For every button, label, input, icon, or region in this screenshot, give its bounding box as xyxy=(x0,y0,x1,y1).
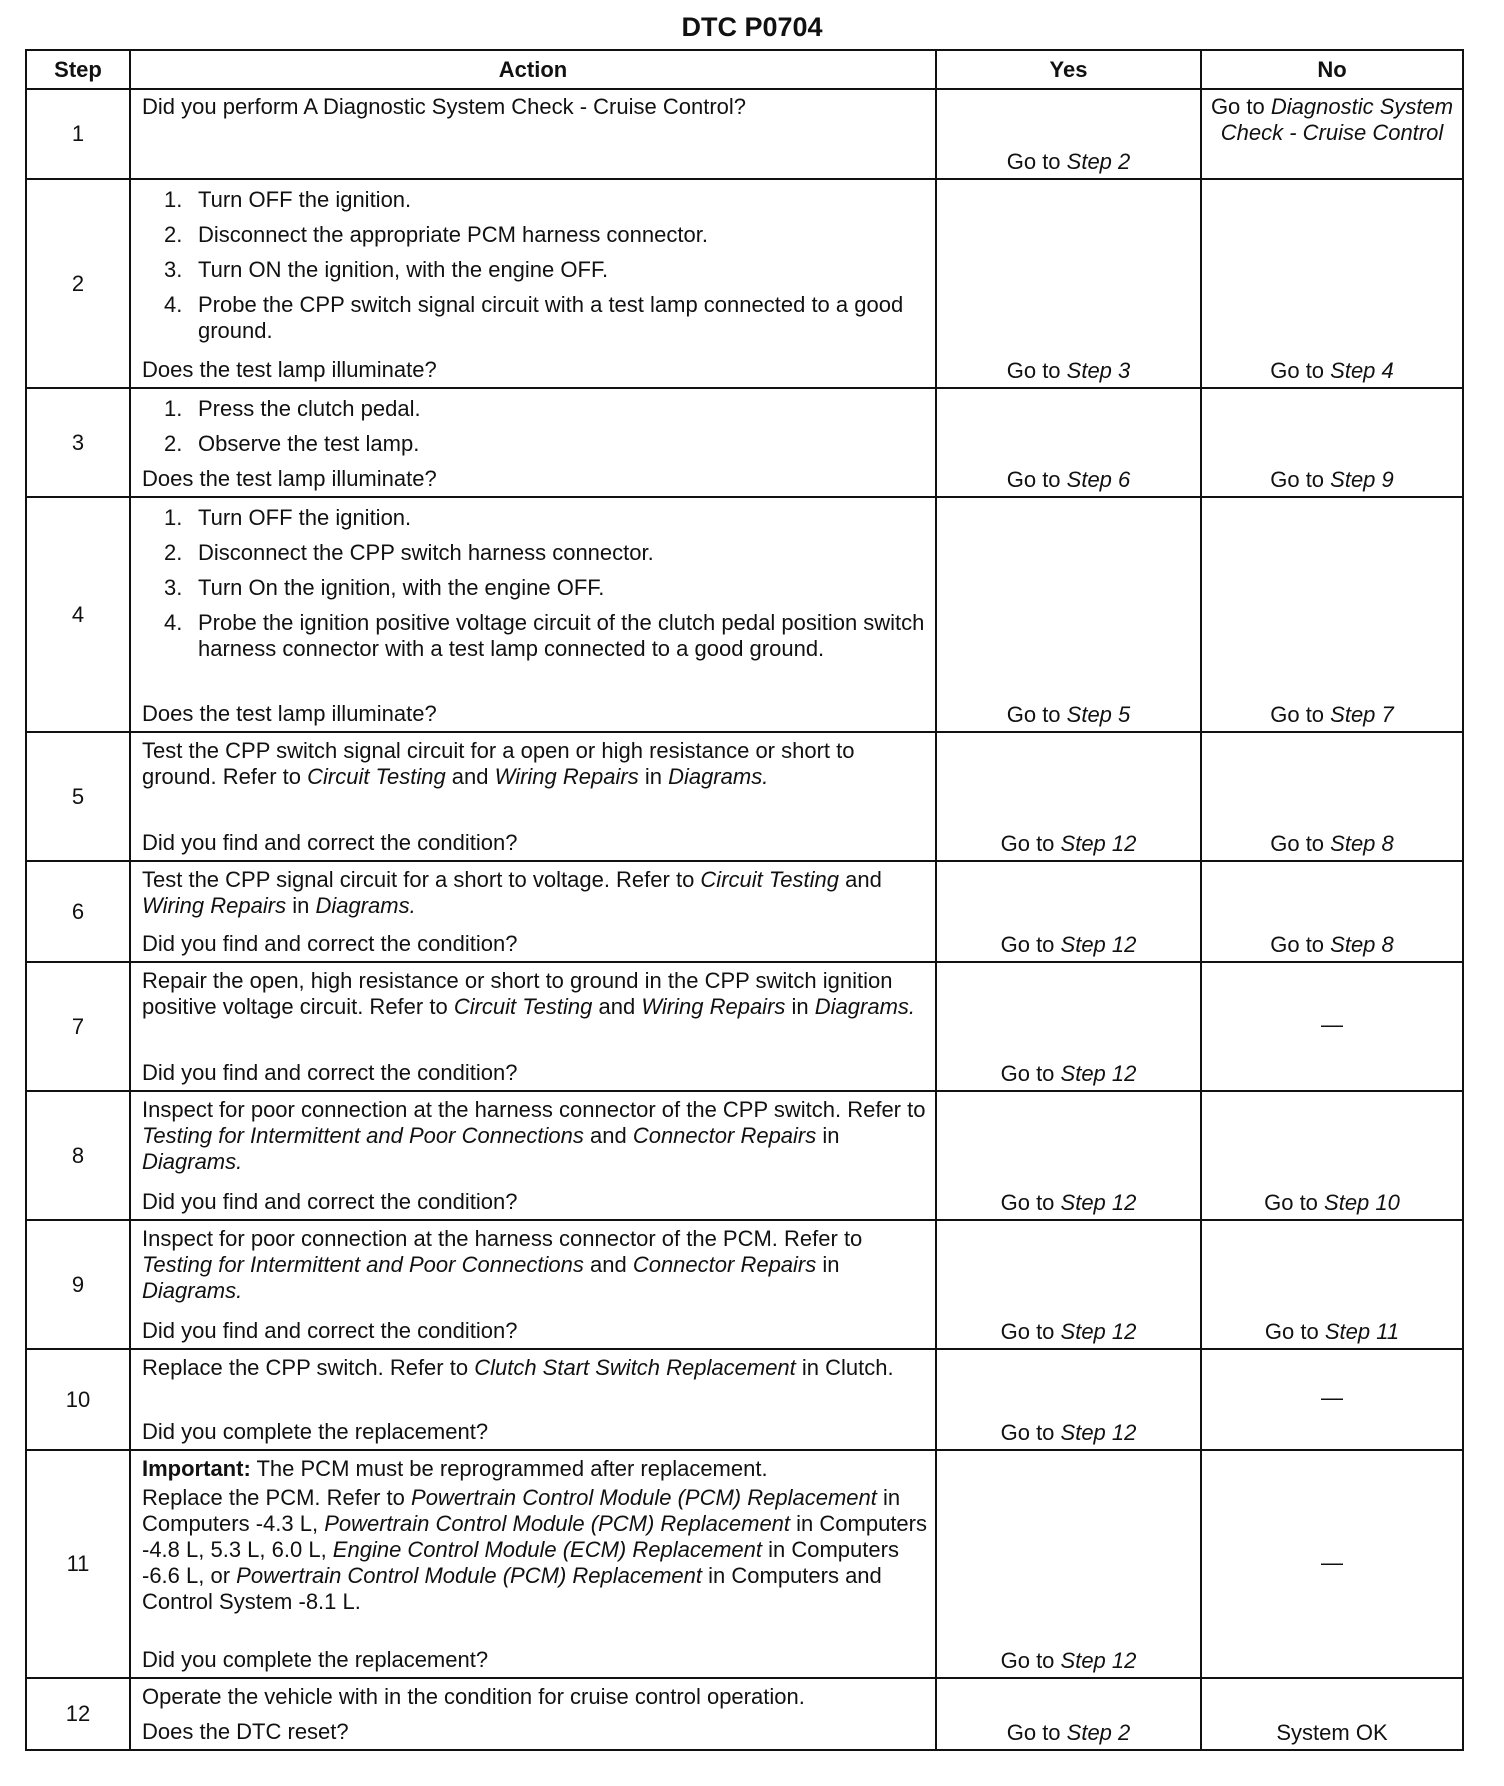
action-content xyxy=(142,1683,927,1745)
action-paragraph: Test the CPP switch signal circuit for a open or high resistance or short to ground. Refer to Circuit Testing and Wiring Repairs in Diagrams. xyxy=(142,738,855,789)
list-number: 1. xyxy=(164,187,183,212)
step-number: 9 xyxy=(26,1220,130,1349)
action-list-item xyxy=(164,396,927,422)
action-cell xyxy=(130,497,936,732)
no-result: Go to Step 8 xyxy=(1201,732,1463,861)
yes-result: Go to Step 5 xyxy=(936,497,1201,732)
table-row xyxy=(26,1220,1463,1349)
italic-reference: Step 12 xyxy=(1060,1648,1137,1673)
action-cell xyxy=(130,1678,936,1750)
list-text: Observe the test lamp. xyxy=(198,431,420,456)
italic-reference: Step 8 xyxy=(1330,831,1394,856)
italic-reference: Step 2 xyxy=(1066,149,1131,174)
yes-result: Go to Step 12 xyxy=(936,1450,1201,1678)
table-row xyxy=(26,962,1463,1091)
list-number: 4. xyxy=(164,610,183,635)
no-result: Go to Step 4 xyxy=(1201,179,1463,388)
table-row xyxy=(26,1091,1463,1220)
action-content xyxy=(142,1096,927,1215)
list-text: Probe the CPP switch signal circuit with a test lamp connected to a good ground. xyxy=(198,292,904,343)
italic-reference: Clutch Start Switch Replacement xyxy=(474,1355,796,1380)
list-text: Turn OFF the ignition. xyxy=(198,505,412,530)
list-number: 3. xyxy=(164,575,183,600)
action-cell xyxy=(130,1450,936,1678)
italic-reference: Step 11 xyxy=(1324,1319,1400,1344)
action-list-item xyxy=(164,187,927,213)
no-result: System OK xyxy=(1201,1678,1463,1750)
action-content xyxy=(142,393,927,492)
italic-reference: Step 12 xyxy=(1060,1319,1137,1344)
action-paragraph: Repair the open, high resistance or short to ground in the CPP switch ignition positive voltage circuit. Refer to Circuit Testing and Wiring Repairs in Diagrams. xyxy=(142,968,916,1019)
action-content xyxy=(142,1354,927,1445)
italic-reference: Step 12 xyxy=(1060,1061,1137,1086)
list-number: 2. xyxy=(164,540,183,565)
italic-reference: Wiring Repairs xyxy=(494,764,639,789)
list-text: Disconnect the CPP switch harness connector. xyxy=(198,540,654,565)
action-paragraph: Replace the PCM. Refer to Powertrain Control Module (PCM) Replacement in Computers -4.3 L, Powertrain Control Module (PCM) Replacement in Computers -4.8 L, 5.3 L, 6.0 L, Engine Control Module (ECM) Replacement in Computers -6.6 L, or Powertrain Control Module (PCM) Replacement in Computers and Control System -8.1 L. xyxy=(142,1485,927,1614)
yes-result: Go to Step 3 xyxy=(936,179,1201,388)
step-number: 2 xyxy=(26,179,130,388)
italic-reference: Wiring Repairs xyxy=(142,893,287,918)
action-cell xyxy=(130,861,936,962)
table-row xyxy=(26,179,1463,388)
action-cell xyxy=(130,1349,936,1450)
table-row xyxy=(26,89,1463,179)
action-question: Does the test lamp illuminate? xyxy=(142,357,437,382)
header-row xyxy=(26,50,1463,89)
action-content xyxy=(142,866,927,957)
list-number: 1. xyxy=(164,505,183,530)
italic-reference: Step 6 xyxy=(1066,467,1131,492)
action-content xyxy=(142,1455,927,1673)
action-list-item xyxy=(164,610,927,662)
step-number: 3 xyxy=(26,388,130,497)
list-number: 1. xyxy=(164,396,183,421)
italic-reference: Step 4 xyxy=(1330,358,1394,383)
italic-reference: Diagrams. xyxy=(142,1149,243,1174)
action-question: Does the test lamp illuminate? xyxy=(142,701,437,726)
italic-reference: Step 10 xyxy=(1324,1190,1400,1215)
list-text: Probe the ignition positive voltage circuit of the clutch pedal position switch harness connector with a test lamp connected to a good ground. xyxy=(198,610,925,661)
italic-reference: Connector Repairs xyxy=(632,1252,817,1277)
italic-reference: Testing for Intermittent and Poor Connections xyxy=(142,1252,584,1277)
italic-reference: Diagnostic System Check - Cruise Control xyxy=(1220,94,1454,145)
italic-reference: Diagrams. xyxy=(142,1278,243,1303)
list-number: 4. xyxy=(164,292,183,317)
table-row xyxy=(26,1450,1463,1678)
action-list-item xyxy=(164,540,927,566)
italic-reference: Step 3 xyxy=(1066,358,1131,383)
italic-reference: Diagrams. xyxy=(315,893,416,918)
italic-reference: Circuit Testing xyxy=(453,994,593,1019)
action-content xyxy=(142,737,927,856)
table-row xyxy=(26,732,1463,861)
no-result: — xyxy=(1201,962,1463,1091)
bold-label: Important: xyxy=(142,1456,251,1481)
no-result: Go to Step 8 xyxy=(1201,861,1463,962)
action-question: Did you complete the replacement? xyxy=(142,1419,489,1444)
action-cell xyxy=(130,732,936,861)
action-paragraph: Important: The PCM must be reprogrammed after replacement. xyxy=(142,1456,768,1481)
step-number: 11 xyxy=(26,1450,130,1678)
list-text: Disconnect the appropriate PCM harness connector. xyxy=(198,222,708,247)
action-content xyxy=(142,1225,927,1344)
italic-reference: Step 5 xyxy=(1066,702,1131,727)
step-number: 10 xyxy=(26,1349,130,1450)
action-question: Did you find and correct the condition? xyxy=(142,1318,518,1343)
no-result: Go to Step 7 xyxy=(1201,497,1463,732)
action-paragraph: Test the CPP signal circuit for a short to voltage. Refer to Circuit Testing and Wiring Repairs in Diagrams. xyxy=(142,867,882,918)
action-list-item xyxy=(164,575,927,601)
action-paragraph: Inspect for poor connection at the harness connector of the CPP switch. Refer to Testing for Intermittent and Poor Connections and Connector Repairs in Diagrams. xyxy=(142,1097,926,1174)
list-number: 2. xyxy=(164,431,183,456)
page-title: DTC P0704 xyxy=(681,12,823,42)
action-content xyxy=(142,502,927,727)
no-result: Go to Step 10 xyxy=(1201,1091,1463,1220)
italic-reference: Wiring Repairs xyxy=(641,994,786,1019)
action-content xyxy=(142,94,927,174)
italic-reference: Testing for Intermittent and Poor Connections xyxy=(142,1123,584,1148)
action-question: Does the DTC reset? xyxy=(142,1719,349,1744)
action-question: Does the test lamp illuminate? xyxy=(142,466,437,491)
yes-result: Go to Step 2 xyxy=(936,1678,1201,1750)
italic-reference: Step 9 xyxy=(1330,467,1394,492)
no-result: Go to Step 11 xyxy=(1201,1220,1463,1349)
action-list-item xyxy=(164,222,927,248)
step-number: 6 xyxy=(26,861,130,962)
italic-reference: Engine Control Module (ECM) Replacement xyxy=(332,1537,762,1562)
step-number: 4 xyxy=(26,497,130,732)
action-list-item xyxy=(164,292,927,344)
italic-reference: Step 7 xyxy=(1330,702,1394,727)
action-list-item xyxy=(164,431,927,457)
action-cell xyxy=(130,1220,936,1349)
action-list-item xyxy=(164,257,927,283)
step-number: 1 xyxy=(26,89,130,179)
italic-reference: Circuit Testing xyxy=(700,867,839,892)
no-result: Go to Diagnostic System Check - Cruise Control xyxy=(1201,89,1463,179)
italic-reference: Connector Repairs xyxy=(632,1123,817,1148)
step-number: 8 xyxy=(26,1091,130,1220)
step-number: 7 xyxy=(26,962,130,1091)
list-text: Press the clutch pedal. xyxy=(198,396,421,421)
list-text: Turn OFF the ignition. xyxy=(198,187,412,212)
table-row xyxy=(26,497,1463,732)
list-number: 2. xyxy=(164,222,183,247)
italic-reference: Powertrain Control Module (PCM) Replacement xyxy=(324,1511,791,1536)
action-paragraph: Replace the CPP switch. Refer to Clutch Start Switch Replacement in Clutch. xyxy=(142,1355,894,1380)
italic-reference: Step 12 xyxy=(1060,1420,1137,1445)
action-question: Did you find and correct the condition? xyxy=(142,1060,518,1085)
yes-result: Go to Step 12 xyxy=(936,732,1201,861)
action-cell xyxy=(130,388,936,497)
italic-reference: Step 2 xyxy=(1066,1720,1131,1745)
italic-reference: Step 12 xyxy=(1060,831,1137,856)
italic-reference: Powertrain Control Module (PCM) Replacement xyxy=(411,1485,877,1510)
step-number: 5 xyxy=(26,732,130,861)
yes-result: Go to Step 6 xyxy=(936,388,1201,497)
table-row xyxy=(26,388,1463,497)
header-yes: Yes xyxy=(936,50,1201,89)
italic-reference: Diagrams. xyxy=(668,764,769,789)
yes-result: Go to Step 2 xyxy=(936,89,1201,179)
yes-result: Go to Step 12 xyxy=(936,861,1201,962)
italic-reference: Step 12 xyxy=(1060,1190,1137,1215)
action-question: Did you find and correct the condition? xyxy=(142,1189,518,1214)
italic-reference: Circuit Testing xyxy=(307,764,446,789)
action-cell xyxy=(130,962,936,1091)
diagnostic-table xyxy=(25,49,1464,1751)
list-text: Turn ON the ignition, with the engine OFF. xyxy=(198,257,609,282)
action-cell xyxy=(130,179,936,388)
no-result: — xyxy=(1201,1349,1463,1450)
action-question: Did you perform A Diagnostic System Check - Cruise Control? xyxy=(142,94,747,119)
italic-reference: Powertrain Control Module (PCM) Replacement xyxy=(236,1563,703,1588)
table-row xyxy=(26,861,1463,962)
list-number: 3. xyxy=(164,257,183,282)
action-content xyxy=(142,184,927,383)
action-content xyxy=(142,967,927,1086)
action-paragraph: Operate the vehicle with in the condition for cruise control operation. xyxy=(142,1684,805,1709)
header-action: Action xyxy=(130,50,936,89)
yes-result: Go to Step 12 xyxy=(936,1349,1201,1450)
table-row xyxy=(26,1678,1463,1750)
action-question: Did you complete the replacement? xyxy=(142,1647,489,1672)
no-result: — xyxy=(1201,1450,1463,1678)
yes-result: Go to Step 12 xyxy=(936,962,1201,1091)
action-question: Did you find and correct the condition? xyxy=(142,931,518,956)
step-number: 12 xyxy=(26,1678,130,1750)
action-question: Did you find and correct the condition? xyxy=(142,830,518,855)
action-paragraph: Inspect for poor connection at the harness connector of the PCM. Refer to Testing for Intermittent and Poor Connections and Connector Repairs in Diagrams. xyxy=(142,1226,863,1303)
italic-reference: Diagrams. xyxy=(814,994,916,1019)
no-result: Go to Step 9 xyxy=(1201,388,1463,497)
italic-reference: Step 12 xyxy=(1060,932,1137,957)
italic-reference: Step 8 xyxy=(1330,932,1394,957)
yes-result: Go to Step 12 xyxy=(936,1091,1201,1220)
action-list-item xyxy=(164,505,927,531)
table-row xyxy=(26,1349,1463,1450)
header-no: No xyxy=(1201,50,1463,89)
action-cell xyxy=(130,89,936,179)
yes-result: Go to Step 12 xyxy=(936,1220,1201,1349)
list-text: Turn On the ignition, with the engine OFF. xyxy=(198,575,605,600)
header-step: Step xyxy=(26,50,130,89)
action-cell xyxy=(130,1091,936,1220)
